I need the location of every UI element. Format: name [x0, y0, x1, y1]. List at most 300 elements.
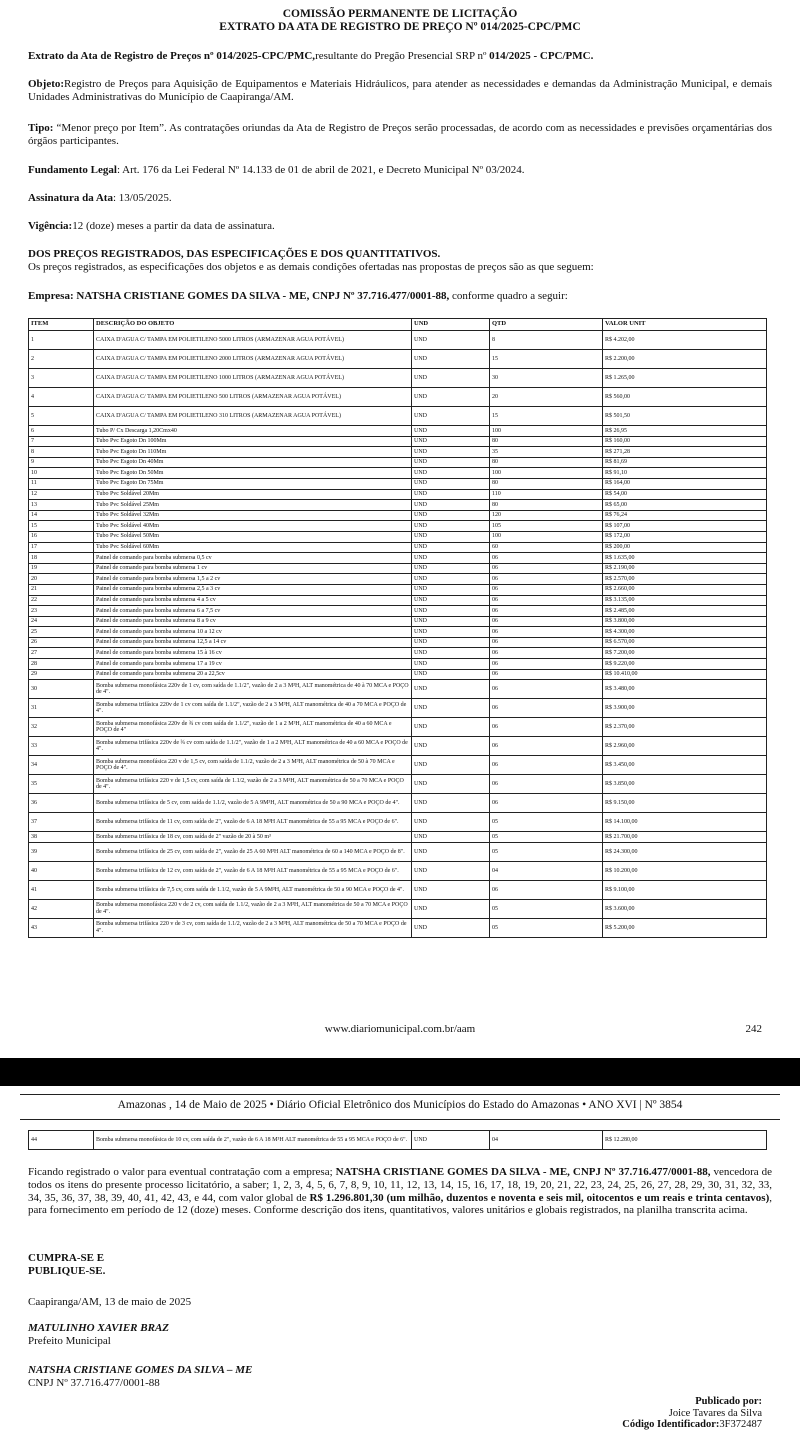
- row-und: UND: [412, 669, 490, 680]
- row-desc: Tubo Pvc Soldável 50Mm: [94, 531, 412, 542]
- row-desc: Bomba submersa trifásica de 25 cv, com saída de 2", vazão de 25 A 60 M³H ALT manométrica de 60 a 140 MCA e POÇO de 8".: [94, 842, 412, 861]
- row-valor: R$ 4.202,00: [603, 331, 767, 350]
- signature-mayor: [28, 1322, 772, 1347]
- row-und: UND: [412, 756, 490, 775]
- cumpra-block: [28, 1252, 772, 1277]
- row-valor: R$ 9.220,00: [603, 659, 767, 670]
- table-row: [29, 659, 767, 670]
- table-row: [29, 553, 767, 564]
- header-line-2: EXTRATO DA ATA DE REGISTRO DE PREÇO Nº 014/2025-CPC/PMC: [219, 21, 581, 33]
- table-row: [29, 478, 767, 489]
- row-und: UND: [412, 737, 490, 756]
- row-und: UND: [412, 489, 490, 500]
- row-valor: R$ 3.850,00: [603, 775, 767, 794]
- row-desc: Tubo Pvc Esgoto Dn 40Mm: [94, 457, 412, 468]
- row-desc: Bomba submersa trifásica 220 v de 1,5 cv, com saída de 1.1/2, vazão de 2 a 3 M³H, ALT manométrica de 50 a 70 MCA e POÇO de 4".: [94, 775, 412, 794]
- row-item: 6: [29, 426, 94, 437]
- closing-text-3: , para fornecimento em período de 12 (doze) meses. Conforme descrição dos itens, quantitativos, valores unitários e globais registrados, na planilha transcrita acima.: [28, 1191, 772, 1217]
- row-qtd: 80: [490, 457, 603, 468]
- row-und: UND: [412, 832, 490, 843]
- table-row: [29, 648, 767, 659]
- row-valor: R$ 4.300,00: [603, 627, 767, 638]
- row-item: 9: [29, 457, 94, 468]
- row-valor: R$ 3.600,00: [603, 899, 767, 918]
- row-item: 18: [29, 553, 94, 564]
- row-qtd: 06: [490, 718, 603, 737]
- row-desc: Painel de comando para bomba submersa 8 a 9 cv: [94, 616, 412, 627]
- row-desc: Bomba submersa trifásica de 7,5 cv, com saída de 1.1/2, vazão de 5 A 9M³H, ALT manométrica de 50 a 90 MCA e POÇO de 4".: [94, 880, 412, 899]
- extrato-paragraph: [28, 50, 772, 63]
- row-und: UND: [412, 369, 490, 388]
- row-desc: Tubo Pvc Esgoto Dn 75Mm: [94, 478, 412, 489]
- table-row: [29, 369, 767, 388]
- row-valor: R$ 3.900,00: [603, 699, 767, 718]
- row-und: UND: [412, 407, 490, 426]
- row-item: 8: [29, 447, 94, 458]
- assinatura-text: : 13/05/2025.: [112, 192, 172, 204]
- row-item: 31: [29, 699, 94, 718]
- row-und: UND: [412, 500, 490, 511]
- row-und: UND: [412, 637, 490, 648]
- row-desc: Bomba submersa monofásica 220 v de 1,5 cv, com saída de 1.1/2, vazão de 2 a 3 M³H, ALT manométrica de 50 à 70 MCA e POÇO de 4".: [94, 756, 412, 775]
- tipo-paragraph: [28, 122, 772, 147]
- precos-text: Os preços registrados, as especificações dos objetos e as demais condições ofertadas nas propostas de preços são as que seguem:: [28, 260, 594, 273]
- table-row: [29, 699, 767, 718]
- table-row: [29, 407, 767, 426]
- table-header-desc: DESCRIÇÃO DO OBJETO: [94, 319, 412, 331]
- row-item: 20: [29, 574, 94, 585]
- row-valor: R$ 2.370,00: [603, 718, 767, 737]
- row-desc: Tubo Pvc Esgoto Dn 50Mm: [94, 468, 412, 479]
- row-item: 10: [29, 468, 94, 479]
- row-und: UND: [412, 574, 490, 585]
- row-item: 39: [29, 842, 94, 861]
- row-und: UND: [412, 627, 490, 638]
- row-desc: Painel de comando para bomba submersa 6 a 7,5 cv: [94, 606, 412, 617]
- row-desc: Tubo Pvc Esgoto Dn 100Mm: [94, 436, 412, 447]
- row-und: UND: [412, 478, 490, 489]
- row-item: 13: [29, 500, 94, 511]
- row-und: UND: [412, 563, 490, 574]
- row-item: 30: [29, 680, 94, 699]
- company-name: NATSHA CRISTIANE GOMES DA SILVA – ME: [28, 1364, 253, 1376]
- table-row: [29, 918, 767, 937]
- vigencia-text: 12 (doze) meses a partir da data de assinatura.: [72, 220, 275, 232]
- table-row: [29, 680, 767, 699]
- empresa-text: conforme quadro a seguir:: [449, 290, 568, 302]
- table-row: [29, 468, 767, 479]
- page2-header: Amazonas , 14 de Maio de 2025 • Diário Oficial Eletrônico dos Municípios do Estado do Amazonas • ANO XVI | Nº 3854: [20, 1099, 780, 1120]
- row-valor: R$ 172,00: [603, 531, 767, 542]
- row-qtd: 05: [490, 832, 603, 843]
- row-desc: CAIXA D'AGUA C/ TAMPA EM POLIETILENO 1000 LITROS (ARMAZENAR AGUA POTÁVEL): [94, 369, 412, 388]
- row-valor: R$ 3.800,00: [603, 616, 767, 627]
- table-row: [29, 861, 767, 880]
- row-item: 26: [29, 637, 94, 648]
- row-item: 40: [29, 861, 94, 880]
- row-qtd: 06: [490, 775, 603, 794]
- table-row: [29, 563, 767, 574]
- mayor-role: Prefeito Municipal: [28, 1334, 111, 1347]
- table-row: [29, 426, 767, 437]
- row-qtd: 06: [490, 637, 603, 648]
- row-item: 44: [29, 1131, 94, 1150]
- row-und: UND: [412, 794, 490, 813]
- row-und: UND: [412, 813, 490, 832]
- row-item: 24: [29, 616, 94, 627]
- row-item: 25: [29, 627, 94, 638]
- row-item: 23: [29, 606, 94, 617]
- row-valor: R$ 9.100,00: [603, 880, 767, 899]
- table-row: [29, 388, 767, 407]
- table-header-row: [29, 319, 767, 331]
- row-desc: Bomba submersa trifásica 220 v de 3 cv, com saída de 1.1/2, vazão de 2 a 3 M³H, ALT manométrica de 50 a 70 MCA e POÇO de 4".: [94, 918, 412, 937]
- row-und: UND: [412, 680, 490, 699]
- row-item: 12: [29, 489, 94, 500]
- row-desc: Bomba submersa trifásica 220v de 1 cv com saída de 1.1/2", vazão de 2 a 3 M³H, ALT manométrica de 40 a 70 MCA e POÇO de 4".: [94, 699, 412, 718]
- objeto-paragraph: [28, 78, 772, 103]
- row-desc: Bomba submersa monofásica 220v de ¾ cv com saída de 1.1/2", vazão de 1 a 2 M³H, ALT manométrica de 40 a 60 MCA e POÇO de 4": [94, 718, 412, 737]
- row-valor: R$ 7.200,00: [603, 648, 767, 659]
- row-und: UND: [412, 595, 490, 606]
- row-item: 35: [29, 775, 94, 794]
- row-und: UND: [412, 350, 490, 369]
- row-qtd: 80: [490, 436, 603, 447]
- row-valor: R$ 160,00: [603, 436, 767, 447]
- row-qtd: 06: [490, 574, 603, 585]
- table-row: [29, 737, 767, 756]
- row-valor: R$ 2.960,00: [603, 737, 767, 756]
- row-qtd: 06: [490, 794, 603, 813]
- table-row: [29, 616, 767, 627]
- row-valor: R$ 21.700,00: [603, 832, 767, 843]
- row-item: 5: [29, 407, 94, 426]
- row-valor: R$ 76,24: [603, 510, 767, 521]
- row-qtd: 05: [490, 899, 603, 918]
- row-und: UND: [412, 531, 490, 542]
- row-valor: R$ 14.100,00: [603, 813, 767, 832]
- table-row: [29, 574, 767, 585]
- row-qtd: 100: [490, 426, 603, 437]
- row-und: UND: [412, 510, 490, 521]
- row-valor: R$ 2.660,00: [603, 584, 767, 595]
- row-valor: R$ 54,00: [603, 489, 767, 500]
- table-header-qtd: QTD: [490, 319, 603, 331]
- table-row: [29, 1131, 767, 1150]
- empresa-paragraph: [28, 290, 772, 303]
- row-und: UND: [412, 1131, 490, 1150]
- document-header: [0, 8, 800, 34]
- row-desc: Painel de comando para bomba submersa 15 à 16 cv: [94, 648, 412, 659]
- row-valor: R$ 9.150,00: [603, 794, 767, 813]
- table-row: [29, 842, 767, 861]
- extrato-bold: Extrato da Ata de Registro de Preços nº 014/2025-CPC/PMC,: [28, 50, 316, 62]
- row-und: UND: [412, 699, 490, 718]
- row-desc: Painel de comando para bomba submersa 12,5 a 14 cv: [94, 637, 412, 648]
- row-item: 42: [29, 899, 94, 918]
- row-qtd: 05: [490, 918, 603, 937]
- row-und: UND: [412, 426, 490, 437]
- row-valor: R$ 3.480,00: [603, 680, 767, 699]
- row-qtd: 05: [490, 842, 603, 861]
- row-item: 27: [29, 648, 94, 659]
- row-qtd: 06: [490, 699, 603, 718]
- row-valor: R$ 2.570,00: [603, 574, 767, 585]
- row-item: 29: [29, 669, 94, 680]
- header-line-1: COMISSÃO PERMANENTE DE LICITAÇÃO: [282, 8, 518, 20]
- row-valor: R$ 3.135,00: [603, 595, 767, 606]
- cumpra-line-2: PUBLIQUE-SE.: [28, 1264, 106, 1277]
- closing-text-2: vencedora de todos os itens do presente processo licitatório, a saber; 1, 2, 3, 4, 5, 6, 7, 8, 9, 10, 11, 12, 13, 14, 15, 16, 17, 18, 19, 20, 21, 22, 23, 24, 25, 26, 27, 28, 29, 30, 31, 32, 33, 34, 35, 36, 37, 38, 39, 40, 41, 42, 43, e 44, com valor global de: [28, 1166, 772, 1204]
- row-desc: Bomba submersa trifásica de 11 cv, com saída de 2", vazão de 6 A 18 M³H ALT manométrica de 55 a 95 MCA e POÇO de 6".: [94, 813, 412, 832]
- identifier-label: Código Identificador:: [622, 1419, 720, 1430]
- fundamento-label: Fundamento Legal: [28, 164, 117, 176]
- row-item: 11: [29, 478, 94, 489]
- table-row: [29, 627, 767, 638]
- table-row: [29, 521, 767, 532]
- row-qtd: 06: [490, 648, 603, 659]
- row-item: 14: [29, 510, 94, 521]
- row-desc: Bomba submersa trifásica de 5 cv, com saída de 1.1/2, vazão de 5 A 9M³H, ALT manométrica de 50 a 90 MCA e POÇO de 4".: [94, 794, 412, 813]
- prices-table-continued: [28, 1130, 767, 1150]
- row-desc: Tubo Pvc Soldável 60Mm: [94, 542, 412, 553]
- signature-company: [28, 1364, 772, 1389]
- row-qtd: 06: [490, 616, 603, 627]
- row-desc: Bomba submersa trifásica de 18 cv, com saída de 2" vazão de 20 à 50 m³: [94, 832, 412, 843]
- row-valor: R$ 5.200,00: [603, 918, 767, 937]
- footer-url: www.diariomunicipal.com.br/aam: [324, 1023, 476, 1035]
- fundamento-paragraph: [28, 164, 772, 177]
- closing-total: R$ 1.296.801,30 (um milhão, duzentos e noventa e seis mil, oitocentos e um reais e trinta centavos): [309, 1191, 770, 1204]
- row-desc: Tubo Pvc Soldável 20Mm: [94, 489, 412, 500]
- row-und: UND: [412, 899, 490, 918]
- row-qtd: 06: [490, 553, 603, 564]
- row-und: UND: [412, 584, 490, 595]
- row-und: UND: [412, 388, 490, 407]
- row-valor: R$ 26,95: [603, 426, 767, 437]
- table-row: [29, 489, 767, 500]
- row-desc: CAIXA D'AGUA C/ TAMPA EM POLIETILENO 5000 LITROS (ARMAZENAR AGUA POTÁVEL): [94, 331, 412, 350]
- row-valor: R$ 1.635,00: [603, 553, 767, 564]
- publisher-name: Joice Tavares da Silva: [668, 1407, 762, 1419]
- row-qtd: 60: [490, 542, 603, 553]
- row-qtd: 100: [490, 468, 603, 479]
- row-qtd: 105: [490, 521, 603, 532]
- row-und: UND: [412, 331, 490, 350]
- row-und: UND: [412, 616, 490, 627]
- row-valor: R$ 501,50: [603, 407, 767, 426]
- row-valor: R$ 91,10: [603, 468, 767, 479]
- row-item: 15: [29, 521, 94, 532]
- row-desc: Bomba submersa trifásica 220v de ¾ cv com saída de 1.1/2", vazão de 1 a 2 M³H, ALT manométrica de 40 a 60 MCA e POÇO de 4".: [94, 737, 412, 756]
- row-item: 41: [29, 880, 94, 899]
- row-item: 1: [29, 331, 94, 350]
- table-row: [29, 637, 767, 648]
- row-desc: Bomba submersa monofásica 220 v de 2 cv, com saída de 1.1/2, vazão de 2 a 3 M³H, ALT manométrica de 50 a 70 MCA e POÇO de 4".: [94, 899, 412, 918]
- extrato-bold-2: 014/2025 - CPC/PMC.: [489, 50, 594, 62]
- row-item: 37: [29, 813, 94, 832]
- row-qtd: 06: [490, 680, 603, 699]
- row-item: 2: [29, 350, 94, 369]
- row-valor: R$ 12.280,00: [603, 1131, 767, 1150]
- row-qtd: 30: [490, 369, 603, 388]
- table-row: [29, 510, 767, 521]
- row-valor: R$ 1.265,00: [603, 369, 767, 388]
- row-qtd: 8: [490, 331, 603, 350]
- row-qtd: 06: [490, 659, 603, 670]
- row-qtd: 06: [490, 606, 603, 617]
- closing-company: NATSHA CRISTIANE GOMES DA SILVA - ME, CNPJ Nº 37.716.477/0001-88,: [335, 1166, 711, 1178]
- row-desc: Tubo Pvc Soldável 32Mm: [94, 510, 412, 521]
- row-valor: R$ 10.200,00: [603, 861, 767, 880]
- table-row: [29, 350, 767, 369]
- row-qtd: 06: [490, 737, 603, 756]
- table-row: [29, 595, 767, 606]
- row-desc: Painel de comando para bomba submersa 4 a 5 cv: [94, 595, 412, 606]
- vigencia-label: Vigência:: [28, 220, 73, 232]
- row-qtd: 06: [490, 563, 603, 574]
- table-header-valor: VALOR UNIT: [603, 319, 767, 331]
- row-valor: R$ 2.485,00: [603, 606, 767, 617]
- row-und: UND: [412, 718, 490, 737]
- row-desc: Painel de comando para bomba submersa 1 cv: [94, 563, 412, 574]
- row-qtd: 04: [490, 1131, 603, 1150]
- row-valor: R$ 2.200,00: [603, 350, 767, 369]
- page-number: 242: [745, 1023, 762, 1035]
- row-und: UND: [412, 775, 490, 794]
- row-desc: Painel de comando para bomba submersa 1,5 a 2 cv: [94, 574, 412, 585]
- row-desc: Bomba submersa monofásica 220v de 1 cv, com saída de 1.1/2", vazão de 2 a 3 M³H, ALT manométrica de 40 à 70 MCA e POÇO de 4".: [94, 680, 412, 699]
- row-desc: Painel de comando para bomba submersa 0,5 cv: [94, 553, 412, 564]
- row-valor: R$ 271,28: [603, 447, 767, 458]
- row-item: 4: [29, 388, 94, 407]
- row-qtd: 15: [490, 407, 603, 426]
- row-qtd: 110: [490, 489, 603, 500]
- table-header-und: UND: [412, 319, 490, 331]
- row-desc: CAIXA D'AGUA C/ TAMPA EM POLIETILENO 310 LITROS (ARMAZENAR AGUA POTÁVEL): [94, 407, 412, 426]
- row-item: 22: [29, 595, 94, 606]
- row-desc: Tubo Pvc Soldável 25Mm: [94, 500, 412, 511]
- row-und: UND: [412, 648, 490, 659]
- assinatura-paragraph: [28, 192, 772, 205]
- table-row: [29, 606, 767, 617]
- row-qtd: 04: [490, 861, 603, 880]
- table-row: [29, 794, 767, 813]
- row-und: UND: [412, 457, 490, 468]
- prices-table: [28, 318, 767, 938]
- row-item: 28: [29, 659, 94, 670]
- row-und: UND: [412, 842, 490, 861]
- objeto-text: Registro de Preços para Aquisição de Equipamentos e Materiais Hidráulicos, para atender as necessidades e demandas da Administração Municipal, e demais Unidades Administrativas do Município de Caapiranga/AM.: [28, 78, 772, 103]
- row-item: 7: [29, 436, 94, 447]
- table-row: [29, 531, 767, 542]
- table-row: [29, 718, 767, 737]
- row-und: UND: [412, 553, 490, 564]
- row-und: UND: [412, 468, 490, 479]
- row-valor: R$ 3.450,00: [603, 756, 767, 775]
- row-valor: R$ 107,00: [603, 521, 767, 532]
- closing-text-1: Ficando registrado o valor para eventual contratação com a empresa;: [28, 1166, 336, 1178]
- company-cnpj: CNPJ Nº 37.716.477/0001-88: [28, 1376, 160, 1389]
- tipo-text: “Menor preço por Item”. As contratações oriundas da Ata de Registro de Preços serão processadas, de acordo com as necessidades e previsões orçamentárias dos órgãos participantes.: [28, 122, 772, 147]
- row-qtd: 100: [490, 531, 603, 542]
- row-item: 19: [29, 563, 94, 574]
- tipo-label: Tipo:: [28, 122, 54, 134]
- row-desc: CAIXA D'AGUA C/ TAMPA EM POLIETILENO 2000 LITROS (ARMAZENAR AGUA POTÁVEL): [94, 350, 412, 369]
- row-qtd: 15: [490, 350, 603, 369]
- table-header-item: ITEM: [29, 319, 94, 331]
- table-row: [29, 832, 767, 843]
- page2-header-rule: [20, 1094, 780, 1095]
- table-row: [29, 880, 767, 899]
- table-row: [29, 813, 767, 832]
- row-item: 34: [29, 756, 94, 775]
- publisher-block: [622, 1396, 762, 1431]
- row-item: 16: [29, 531, 94, 542]
- row-qtd: 06: [490, 584, 603, 595]
- row-und: UND: [412, 447, 490, 458]
- empresa-bold: Empresa: NATSHA CRISTIANE GOMES DA SILVA - ME, CNPJ Nº 37.716.477/0001-88,: [28, 290, 450, 302]
- row-qtd: 80: [490, 478, 603, 489]
- precos-title: DOS PREÇOS REGISTRADOS, DAS ESPECIFICAÇÕES E DOS QUANTITATIVOS.: [28, 248, 441, 260]
- page-separator-bar: [0, 1058, 800, 1086]
- objeto-label: Objeto:: [28, 78, 65, 90]
- table-row: [29, 447, 767, 458]
- row-desc: Painel de comando para bomba submersa 2,5 a 3 cv: [94, 584, 412, 595]
- row-desc: Painel de comando para bomba submersa 10 a 12 cv: [94, 627, 412, 638]
- precos-section: [28, 248, 772, 273]
- identifier-code: 3F372487: [719, 1419, 762, 1430]
- row-desc: CAIXA D'AGUA C/ TAMPA EM POLIETILENO 500 LITROS (ARMAZENAR AGUA POTÁVEL): [94, 388, 412, 407]
- row-qtd: 06: [490, 756, 603, 775]
- vigencia-paragraph: [28, 220, 772, 233]
- row-qtd: 05: [490, 813, 603, 832]
- row-desc: Painel de comando para bomba submersa 17 a 19 cv: [94, 659, 412, 670]
- row-item: 38: [29, 832, 94, 843]
- row-item: 3: [29, 369, 94, 388]
- row-item: 36: [29, 794, 94, 813]
- row-und: UND: [412, 861, 490, 880]
- row-valor: R$ 560,00: [603, 388, 767, 407]
- place-date: Caapiranga/AM, 13 de maio de 2025: [28, 1296, 192, 1308]
- row-desc: Painel de comando para bomba submersa 20 a 22,5cv: [94, 669, 412, 680]
- row-und: UND: [412, 436, 490, 447]
- cumpra-line-1: CUMPRA-SE E: [28, 1252, 105, 1264]
- row-desc: Bomba submersa monofásica de 10 cv, com saída de 2", vazão de 6 A 18 M³H ALT manométrica de 55 a 95 MCA e POÇO de 6".: [94, 1131, 412, 1150]
- row-valor: R$ 164,00: [603, 478, 767, 489]
- assinatura-label: Assinatura da Ata: [28, 192, 113, 204]
- row-qtd: 06: [490, 627, 603, 638]
- row-desc: Tubo Pvc Esgoto Dn 110Mm: [94, 447, 412, 458]
- row-item: 17: [29, 542, 94, 553]
- row-item: 33: [29, 737, 94, 756]
- row-valor: R$ 200,00: [603, 542, 767, 553]
- row-item: 32: [29, 718, 94, 737]
- row-valor: R$ 6.570,00: [603, 637, 767, 648]
- table-row: [29, 331, 767, 350]
- row-valor: R$ 2.190,00: [603, 563, 767, 574]
- table-row: [29, 756, 767, 775]
- row-und: UND: [412, 918, 490, 937]
- publisher-label: Publicado por:: [695, 1396, 762, 1407]
- extrato-text: resultante do Pregão Presencial SRP nº: [315, 50, 490, 62]
- table-row: [29, 775, 767, 794]
- table-row: [29, 436, 767, 447]
- row-valor: R$ 10.410,00: [603, 669, 767, 680]
- row-und: UND: [412, 880, 490, 899]
- row-qtd: 80: [490, 500, 603, 511]
- row-valor: R$ 24.300,00: [603, 842, 767, 861]
